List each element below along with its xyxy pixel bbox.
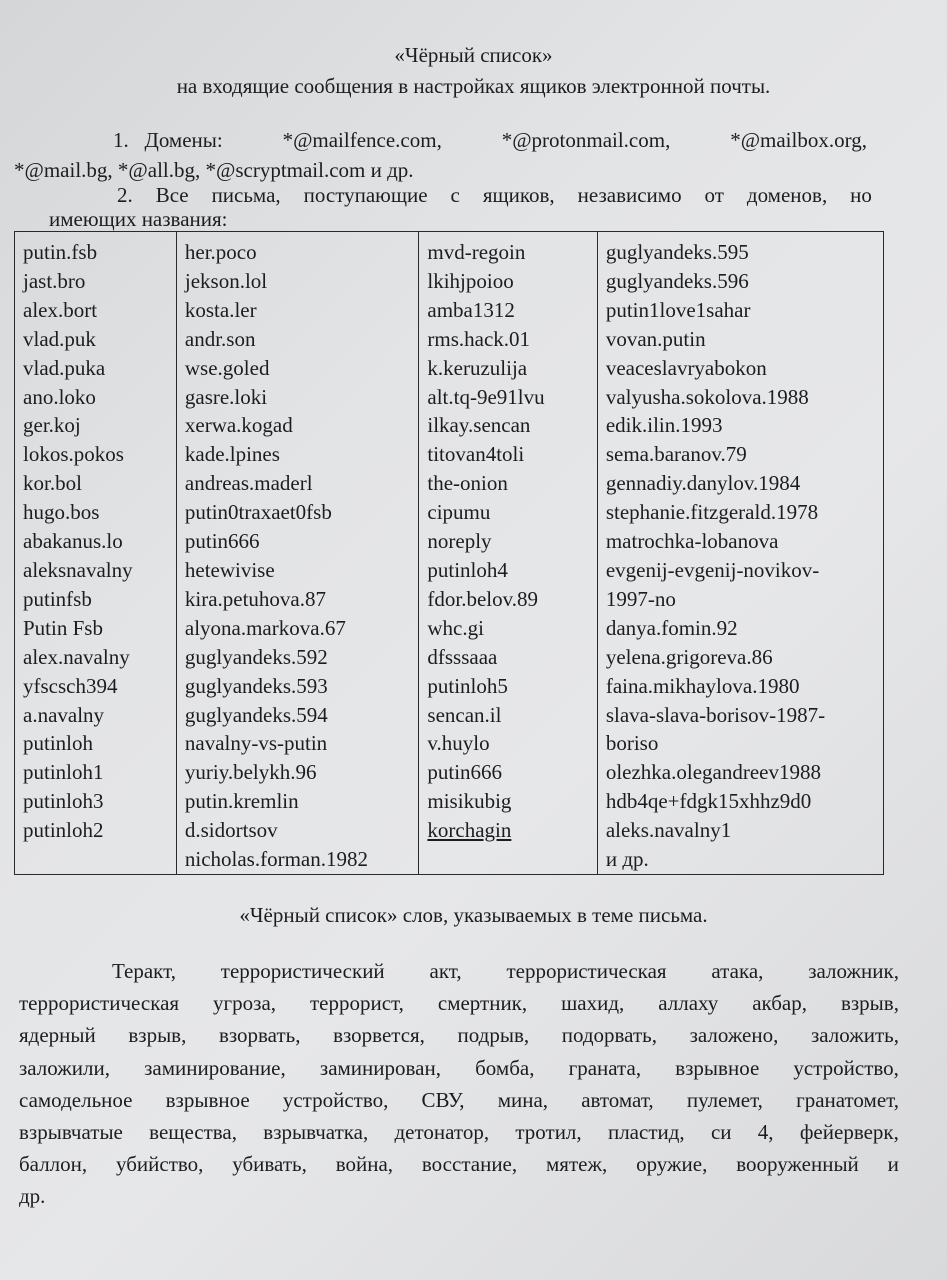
table-cell-name: hdb4qe+fdgk15xhhz9d0 [605,789,812,814]
paragraph-line [19,955,899,987]
paragraph-word: самодельное [19,1087,133,1112]
paragraph-word: угроза, [213,991,277,1016]
table-cell-name: guglyandeks.596 [605,268,749,293]
table-cell-name: whc.gi [427,615,484,640]
table-cell-name: putinloh1 [23,760,104,785]
paragraph-word: подорвать, [561,1023,657,1048]
table-cell-name: vovan.putin [605,326,706,351]
table-cell-name: guglyandeks.594 [184,702,328,727]
item-2-line-2: имеющих названия: [49,207,228,231]
table-cell-name: gennadiy.danylov.1984 [605,471,801,496]
paragraph-word: акт, [429,959,462,983]
table-cell-name: и др. [605,847,649,872]
table-cell-name: lokos.pokos [23,442,124,467]
paragraph-word: взорвать, [218,1023,301,1048]
table-row [15,232,884,875]
table-cell-name: the-onion [427,471,508,496]
table-cell-name: faina.mikhaylova.1980 [605,673,800,698]
table-cell-name: alyona.markova.67 [184,615,346,640]
paragraph-word: взрыв, [840,991,899,1016]
table-cell-name: lkihjpoioo [427,268,514,293]
table-cell-name: kira.petuhova.87 [184,586,326,611]
table-cell-name: putinloh5 [427,673,508,698]
table-cell-name: noreply [427,529,492,554]
table-cell-name: danya.fomin.92 [605,615,738,640]
table-cell-name: ano.loko [23,384,96,409]
table-cell-name: jekson.lol [184,268,268,293]
paragraph-word: детонатор, [394,1119,490,1144]
paragraph-word: си [710,1119,732,1144]
item-1-line-2: *@mail.bg, *@all.bg, *@scryptmail.com и др. [14,158,414,182]
table-cell-name: putin666 [184,529,260,554]
table-cell-name: putinloh2 [23,818,104,843]
table-cell-name: a.navalny [23,702,105,727]
paragraph-word: акбар, [752,991,807,1016]
paragraph-line [19,1052,899,1084]
paragraph-word: баллон, [19,1152,88,1177]
paragraph-word: террористическая [506,959,667,983]
item-2-word: 2. [117,183,133,207]
table-cell-name: yelena.grigoreva.86 [605,644,773,669]
table-cell-name: andr.son [184,326,256,351]
paragraph-word: взрывное [675,1055,760,1080]
table-cell-name: xerwa.kogad [184,413,293,438]
table-cell-name: k.keruzulija [427,355,528,380]
paragraph-word: заложили, [19,1055,110,1080]
table-cell-name: alex.bort [23,297,98,322]
item-2-word: Все [155,183,189,207]
paragraph-word: восстание, [421,1152,518,1177]
table-cell-name: vlad.puka [23,355,106,380]
paragraph-word: др. [19,1184,46,1209]
table-cell-name: mvd-regoin [427,240,526,264]
item-2-word: но [850,183,872,207]
paragraph-word: СВУ, [421,1087,465,1112]
paragraph-word: тротил, [515,1119,582,1144]
item-2-word: письма, [211,183,281,207]
paragraph-word: оружие, [636,1152,708,1177]
paragraph-word: взрывчатые [19,1119,123,1144]
table-cell-name: nicholas.forman.1982 [184,847,368,872]
blocked-names-table [14,231,884,875]
paragraph-word: шахид, [561,991,625,1016]
table-cell-name: hetewivise [184,557,275,582]
paragraph-word: заложник, [808,959,899,983]
paragraph-word: граната, [568,1055,642,1080]
table-cell-name: yuriy.belykh.96 [184,760,317,785]
table-cell-name: putin1love1sahar [605,297,751,322]
table-cell-name: gasre.loki [184,384,268,409]
domain-mailfence: *@mailfence.com, [282,128,442,152]
table-cell-name: ilkay.sencan [427,413,531,438]
table-cell-name: 1997-no [605,586,676,611]
table-cell-name: putin.fsb [23,240,98,264]
table-cell-name: valyusha.sokolova.1988 [605,384,809,409]
paragraph-word: пластид, [607,1119,685,1144]
table-cell-name: her.poco [184,240,257,264]
table-cell-name: olezhka.olegandreev1988 [605,760,821,785]
paragraph-word: ядерный [19,1023,96,1048]
paragraph-word: автомат, [581,1087,654,1112]
paragraph-word: убийство, [116,1152,204,1177]
table-cell-name: kosta.ler [184,297,257,322]
table-cell-name: yfscsch394 [23,673,118,698]
names-column-3 [419,232,597,875]
table-cell-name: d.sidortsov [184,818,278,843]
table-cell-name: andreas.maderl [184,471,313,496]
paragraph-word: взорвется, [333,1023,425,1048]
paragraph-word: заминирование, [144,1055,286,1080]
paragraph-word: и [887,1152,899,1177]
paragraph-word: взрыв, [128,1023,187,1048]
item-2-line-1 [117,182,872,208]
table-cell-name: fdor.belov.89 [427,586,539,611]
paragraph-word: заложено, [689,1023,779,1048]
paragraph-word: вооруженный [736,1152,859,1177]
table-cell-name: ger.koj [23,413,81,438]
paragraph-word: война, [335,1152,394,1177]
item-1-label: 1. Домены: [113,128,223,152]
domain-protonmail: *@protonmail.com, [501,128,671,152]
table-cell-name: putin666 [427,760,503,785]
paragraph-word: террорист, [310,991,404,1016]
paragraph-word: заминирован, [319,1055,441,1080]
paragraph-word: заложить, [810,1023,899,1048]
names-column-4 [597,232,883,875]
table-cell-name: v.huylo [427,731,490,756]
names-column-2 [176,232,419,875]
paragraph-word: атака, [711,959,764,983]
paragraph-word: 4, [757,1119,774,1144]
table-cell-name: guglyandeks.595 [605,240,749,264]
table-cell-name: boriso [605,731,659,756]
table-cell-name: sema.baranov.79 [605,442,747,467]
table-cell-name: misikubig [427,789,512,814]
blocked-words-paragraph [19,955,899,1213]
table-cell-name: alt.tq-9e91lvu [427,384,545,409]
paragraph-word: устройство, [793,1055,899,1080]
table-cell-name: aleksnavalny [23,557,133,582]
paragraph-word: террористический [220,959,385,983]
words-section-title: «Чёрный список» слов, указываемых в теме письма. [239,903,708,927]
table-cell-name: putin0traxaet0fsb [184,500,332,525]
paragraph-word: Теракт, [112,959,176,983]
table-cell-name: evgenij-evgenij-novikov- [605,557,820,582]
names-column-1 [15,232,177,875]
table-cell-name: dfsssaaa [427,644,498,669]
table-cell-name: wse.goled [184,355,270,380]
paragraph-word: аллаху [658,991,719,1016]
table-cell-name: rms.hack.01 [427,326,531,351]
item-1-line-1 [113,127,867,153]
table-cell-name: guglyandeks.593 [184,673,328,698]
paragraph-word: мина, [497,1087,549,1112]
document-title: «Чёрный список» [394,43,553,67]
table-cell-name: jast.bro [23,268,86,293]
paragraph-line [19,1180,899,1212]
paragraph-word: подрыв, [457,1023,530,1048]
paragraph-word: фейерверк, [799,1119,899,1144]
table-cell-name: amba1312 [427,297,515,322]
paragraph-word: убивать, [232,1152,307,1177]
table-cell-name: matrochka-lobanova [605,529,779,554]
table-cell-name: edik.ilin.1993 [605,413,723,438]
table-cell-name: kade.lpines [184,442,280,467]
table-cell-name: putinloh [23,731,94,756]
paragraph-word: вещества, [149,1119,238,1144]
item-2-word: независимо [577,183,682,207]
paragraph-word: устройство, [282,1087,389,1112]
table-cell-name: Putin Fsb [23,615,103,640]
table-cell-name: hugo.bos [23,500,100,525]
item-2-word: ящиков, [482,183,555,207]
paragraph-line [19,1019,899,1051]
paragraph-line [19,987,899,1019]
paragraph-word: мятеж, [546,1152,608,1177]
table-cell-name: putin.kremlin [184,789,299,814]
document-subtitle: на входящие сообщения в настройках ящиков электронной почты. [176,74,771,98]
paragraph-word: взрывчатка, [263,1119,369,1144]
item-2-word: от [704,183,724,207]
table-cell-name: putinloh3 [23,789,104,814]
table-cell-name: aleks.navalny1 [605,818,732,843]
table-cell-name: kor.bol [23,471,82,496]
table-cell-name: slava-slava-borisov-1987- [605,702,826,727]
table-cell-name: alex.navalny [23,644,130,669]
table-cell-name: stephanie.fitzgerald.1978 [605,500,819,525]
paragraph-line [19,1148,899,1180]
paragraph-line [19,1116,899,1148]
domain-mailbox: *@mailbox.org, [730,128,867,152]
paragraph-word: террористическая [19,991,180,1016]
table-cell-name: cipumu [427,500,491,525]
table-cell-name: navalny-vs-putin [184,731,328,756]
table-cell-name: abakanus.lo [23,529,123,554]
table-cell-name: veaceslavryabokon [605,355,767,380]
item-2-word: поступающие [303,183,428,207]
table-cell-name: korchagin [427,818,512,843]
paragraph-word: пулемет, [686,1087,763,1112]
table-cell-name: titovan4toli [427,442,525,467]
table-cell-name: putinfsb [23,586,92,611]
item-2-word: доменов, [746,183,828,207]
paragraph-line [19,1084,899,1116]
paragraph-word: смертник, [437,991,528,1016]
table-cell-name: guglyandeks.592 [184,644,328,669]
item-2-word: с [450,183,460,207]
paragraph-word: бомба, [475,1055,535,1080]
table-cell-name: vlad.puk [23,326,96,351]
paragraph-word: гранатомет, [796,1087,899,1112]
paragraph-word: взрывное [165,1087,250,1112]
table-cell-name: putinloh4 [427,557,508,582]
table-cell-name: sencan.il [427,702,502,727]
